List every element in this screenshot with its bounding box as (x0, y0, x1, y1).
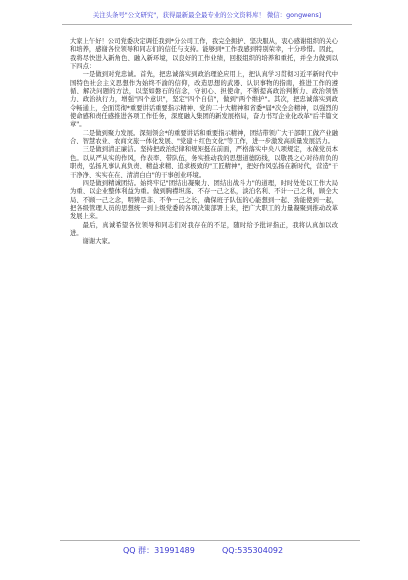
paragraph-integrity: 三是做到清正廉洁。坚持把政治纪律和规矩挺在前面，严格落实中央八项规定，永葆党员本色。以从严从实的作风，作表率、带队伍，务实推动我的思想道德防线，以敬畏之心对待肩负的职责，弘扬凡事认真负责、精益求精、追求极致的"工匠精神"，把好作风弘扬在新时代，营造"干干净净、实实在在、清清白白"的干事创业环境。 (70, 146, 338, 179)
closing-paragraph: 最后，真诚希望各位领导和同志们对我存在的不足，随时给予批评指正，我将认真加以改进。 (70, 221, 338, 237)
paragraph-unity: 四是做到精诚团结。始终牢记"团结出凝聚力、团结出战斗力"的道理，时时处处以工作大局为重、以企业整体利益为重。做到胸襟坦荡、不存一己之私，淡泊名利、不计一己之利，顾全大局、不顾一己之念，明辨是非、不争一己之长，确保班子队伍的心能想到一起、劲能使到一起，把各级管理人员的思想统一到上级党委的各项决策部署上来，把广大职工的力量凝聚到推动改革发展上来。 (70, 179, 338, 221)
opening-paragraph: 大家上午好！公司党委决定调任我到*分公司工作，我完全拥护、坚决服从，衷心感谢组织的关心和培养，感谢各位领导和同志们的信任与支持。能够到*工作我感到特别荣幸，十分珍惜。因此，我将尽快进入新角色、融入新环境，以良好的工作业绩，回报组织的培养和重托，并全力做到以下四点： (70, 38, 338, 71)
page-footer (60, 540, 360, 558)
paragraph-loyalty: 一是做到对党忠诚。首先，把忠诚落实到政治理论应用上，把认真学习贯彻习近平新时代中国特色社会主义思想作为始终不渝的信仰，改造思想的武器、认识事物的指南，推进工作的遵循、解决问题的方法，以坚如磐石的信念，守初心、担使命，不断提高政治判断力、政治领悟力、政治执行力，增强"四个意识"，坚定"四个自信"，做到"两个维护"。其次，把忠诚落实到政令畅通上，全面贯彻*重要讲话重要指示精神、党的二十大精神和省委*届*次全会精神，以强烈的使命感和责任感推进各项工作任务，深度融入集团的新发展格局，奋力书写企业化改革"后半篇文章"。 (70, 71, 338, 129)
document-body (70, 38, 338, 508)
footer-qq-contact: QQ:535304092 (222, 546, 284, 555)
header-divider (62, 24, 352, 25)
page-header (62, 8, 352, 34)
header-banner-text: 关注头条号"公文研究"，获得最新最全最专业的公文资料库！ 微信：gongwens] (92, 11, 322, 19)
thanks-paragraph: 谢谢大家。 (82, 238, 115, 246)
footer-qq-group: QQ 群：31991489 (123, 546, 195, 555)
paragraph-development: 二是做到聚力发展。深刻领会*的重要讲话和重要指示精神，团结带领广大干部职工做产业融合、智慧农业、农商文旅一体化发展、"党建＋红色文化"等工作，进一步激发高质量发展活力。 (70, 129, 338, 146)
footer-divider (60, 540, 360, 541)
